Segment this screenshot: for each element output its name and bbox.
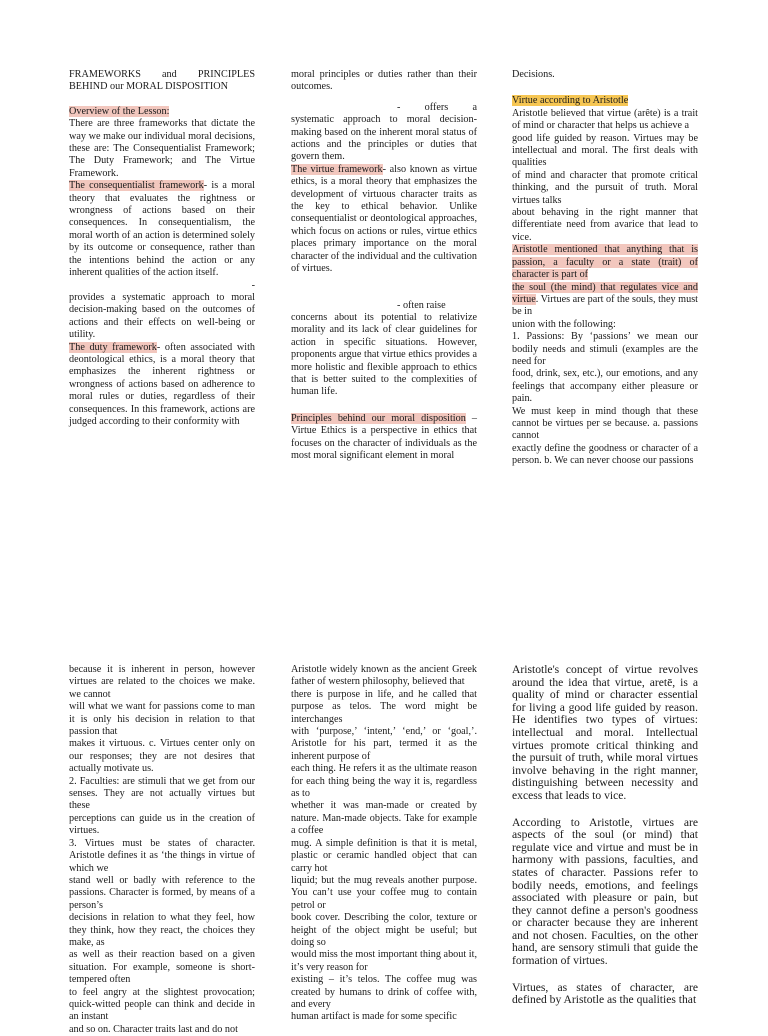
p2c1-line-3: makes it virtuous. c. Virtues center only on our responses; they are not desires that actually motivate us. (69, 738, 255, 775)
p2c2-line-5: whether it was man-made or created by nature. Man-made objects. Take for example a coffee (291, 800, 477, 837)
passions-line-1: 1. Passions: By ‘passions’ we mean our bodily needs and stimuli (examples are the need for (512, 331, 698, 367)
page1-column-2 (291, 69, 477, 462)
p2c1-line-10: to feel angry at the slightest provocation; quick-witted people can think and decide in an instant (69, 986, 255, 1023)
p2c2-line-3: with ‘purpose,’ ‘intent,’ ‘end,’ or ‘goal,’. Aristotle for his part, termed it as the inherent purpose of (291, 726, 477, 762)
p2c2-line-4: each thing. He refers it as the ultimate reason for each thing being the way it is, regardless as to (291, 763, 477, 800)
p2c2-line-11: human artifact is made for some specific (291, 1011, 457, 1023)
consequentialist-body: - is a moral theory that evaluates the rightness or wrongness of actions based on their consequences. In consequentialism, the moral worth of an action is determined solely by its outcome or consequence, rather than the intentions behind the action or any inherent qualities of the action itself. (69, 180, 255, 279)
principles-section (291, 413, 477, 463)
aristotle-line-3: of mind and character that promote critical thinking, and the pursuit of truth. Moral virtues talks (512, 169, 698, 206)
raise-text: - often raise (397, 299, 446, 311)
p2c2-line-8: book cover. Describing the color, texture or height of the object might be useful; but doing so (291, 912, 477, 948)
aristotle-line-2: good life guided by reason. Virtues may be intellectual and moral. The first deals with qualities (512, 132, 698, 169)
aristotle-heading-line (512, 95, 698, 107)
duty-body: - often associated with deontological ethics, is a moral theory that emphasizes the inherent rightness or wrongness of actions based on adherence to moral rules or duties, regardless of their consequences. In this framework, actions are judged according to their conformity with (69, 341, 255, 427)
dash-line: - (251, 279, 255, 291)
principles-heading: Principles behind our moral disposition (291, 412, 466, 424)
page2-column-3 (512, 664, 698, 1007)
page1-column-1 (69, 69, 255, 428)
passions-line-4: exactly define the goodness or character of a person. b. We can never choose our passions (512, 442, 698, 467)
consequentialist-heading: The consequentialist framework (69, 180, 204, 192)
lesson-title: FRAMEWORKS and PRINCIPLES BEHIND our MORAL DISPOSITION (69, 69, 255, 93)
p2c2-line-9: would miss the most important thing about it, it’s very reason for (291, 949, 477, 973)
overview-heading: Overview of the Lesson: (69, 105, 170, 117)
virtue-heading: The virtue framework (291, 163, 383, 175)
concerns-text: concerns about its potential to relativize morality and its lack of clear guidelines for action in specific situations. However, proponents argue that virtue ethics provides a more holistic and flexible approach to ethics that is better suited to the complexities of human life. (291, 311, 477, 398)
summary-paragraph-3: Virtues, as states of character, are defined by Aristotle as the qualities that (512, 980, 698, 1007)
aristotle-line-6: union with the following: (512, 318, 616, 330)
page2-column-2 (291, 664, 477, 1024)
passions-line-3: We must keep in mind though that these cannot be virtues per se because. a. passions cannot (512, 405, 698, 442)
page1-column-3 (512, 69, 698, 468)
duty-heading: The duty framework (69, 341, 157, 353)
p2c1-line-7: stand well or badly with reference to the passions. Character is formed, by means of a person’s (69, 874, 255, 911)
decisions-text: Decisions. (512, 69, 555, 80)
principles-body: Virtue Ethics is a perspective in ethics that focuses on the character of individuals as the most moral significant element in moral (291, 425, 477, 461)
p2c2-line-7: liquid; but the mug reveals another purpose. You can’t use your coffee mug to contain petrol or (291, 874, 477, 911)
moral-principles-text: moral principles or duties rather than their outcomes. (291, 69, 477, 93)
aristotle-highlight-1: Aristotle mentioned that anything that is passion, a faculty or a state (trait) of character is part of (512, 244, 698, 281)
aristotle-highlight-2: the soul (the mind) that regulates vice and virtue. Virtues are part of the souls, they must be in (512, 281, 698, 318)
principles-dash: – (465, 412, 477, 424)
p2c1-line-4: 2. Faculties: are stimuli that we get from our senses. They are not actually virtues but these (69, 775, 255, 812)
aristotle-line-1: Aristotle believed that virtue (arête) is a trait of mind or character that helps us achieve a (512, 107, 698, 132)
summary-paragraph-1: Aristotle's concept of virtue revolves around the idea that virtue, aretē, is a quality of mind or character essential for living a good life guided by reason. He identifies two types of virtues: intellectual and moral. Intellectual virtues promote critical thinking and the pursuit of truth, while moral virtues involve behaving in the right manner, distinguishing between necessity and excess that leads to vice. (512, 663, 698, 802)
p2c1-line-1: because it is inherent in person, however virtues are related to the choices we make. we cannot (69, 664, 255, 700)
p2c1-line-9: as well as their reaction based on a given situation. For example, someone is short-tempered often (69, 949, 255, 986)
virtue-section (291, 164, 477, 276)
offers-text: - offers a systematic approach to moral decision-making based on the inherent moral status of actions and the principles or duties that govern them. (291, 101, 477, 163)
page2-column-1 (69, 664, 255, 1036)
aristotle-line-4: about behaving in the right manner that differentiate need from avarice that lead to vice. (512, 207, 698, 243)
p2c2-line-2: there is purpose in life, and he called that purpose as telos. The word might be interchanges (291, 688, 477, 725)
p2c1-line-8: decisions in relation to what they feel, how they think, how they react, the choices they make, as (69, 912, 255, 948)
p2c2-line-1: Aristotle widely known as the ancient Greek father of western philosophy, believed that (291, 664, 477, 688)
p2c1-line-2: will what we want for passions come to man it is only his decision in relation to that passion that (69, 701, 255, 738)
overview-section (69, 106, 255, 180)
overview-body: There are three frameworks that dictate the way we make our individual moral decisions, these are: The Consequentialist Framework; The Duty Framework; and The Virtue Framework. (69, 118, 255, 179)
summary-paragraph-2: According to Aristotle, virtues are aspects of the soul (or mind) that regulate vice and virtue and must be in harmony with passions, faculties, and states of character. Passions refer to bodily needs, emotions, and feelings associated with pleasure or pain, but they cannot define a person's goodness or character because they are inherent and not chosen. Faculties, on the other hand, are sensory stimuli that guide the formation of virtues. (512, 815, 698, 968)
p2c1-line-5: perceptions can guide us in the creation of virtues. (69, 812, 255, 837)
provides-text: provides a systematic approach to moral decision-making based on the outcomes of actions and their effects on well-being or utility. (69, 291, 255, 341)
p2c1-line-11: and so on. Character traits last and do not (69, 1023, 238, 1035)
duty-section (69, 342, 255, 429)
passions-line-2: food, drink, sex, etc.), our emotions, and any feelings that accompany either pleasure or pain. (512, 368, 698, 405)
p2c1-line-6: 3. Virtues must be states of character. Aristotle defines it as ‘the things in virtue of which we (69, 837, 255, 874)
p2c2-line-10: existing – it’s telos. The coffee mug was created by humans to drink of coffee with, and every (291, 974, 477, 1010)
p2c2-line-6: mug. A simple definition is that it is metal, plastic or ceramic handled object that can carry hot (291, 837, 477, 874)
consequentialist-section (69, 180, 255, 279)
virtue-body: - also known as virtue ethics, is a moral theory that emphasizes the development of virtuous character traits as the key to ethical behavior. Unlike consequentialist or deontological approaches, which focus on actions or rules, virtue ethics places primary importance on the moral character of the individual and the cultivation of virtues. (291, 163, 477, 275)
aristotle-heading: Virtue according to Aristotle (512, 95, 629, 107)
